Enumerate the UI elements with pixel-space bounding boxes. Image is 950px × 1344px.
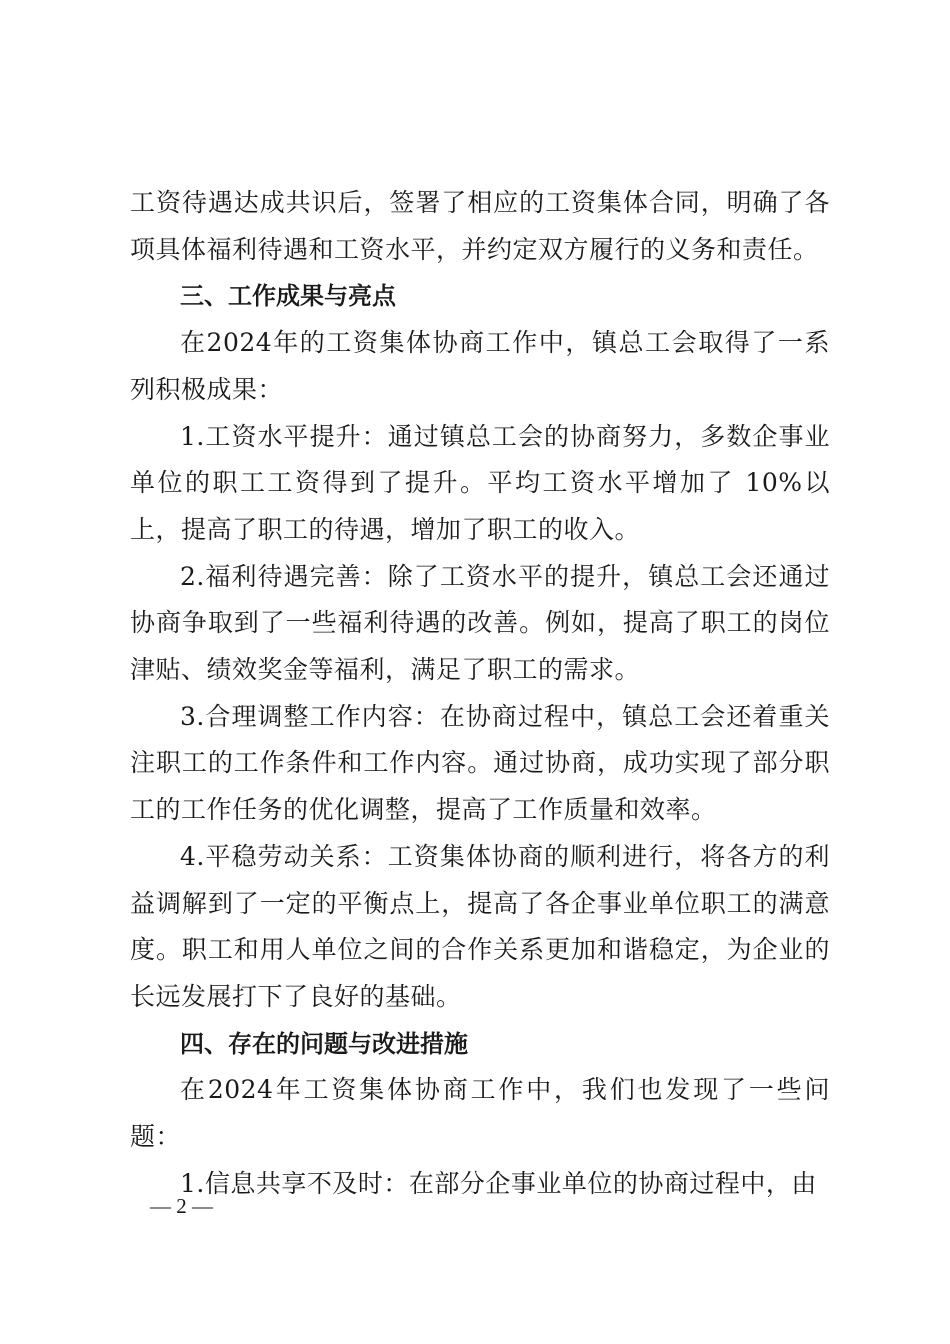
page-number: — 2 —	[150, 1194, 213, 1218]
paragraph-agreement: 工资待遇达成共识后，签署了相应的工资集体合同，明确了各项具体福利待遇和工资水平，并约定双方履行的义务和责任。	[130, 188, 830, 264]
section-heading-problems: 四、存在的问题与改进措施	[180, 1029, 468, 1058]
document-body	[130, 180, 830, 1207]
paragraph-work-adjustment: 3.合理调整工作内容：在协商过程中，镇总工会还着重关注职工的工作条件和工作内容。通过协商，成功实现了部分职工的工作任务的优化调整，提高了工作质量和效率。	[130, 701, 830, 825]
section-heading-results: 三、工作成果与亮点	[180, 282, 396, 311]
paragraph-welfare: 2.福利待遇完善：除了工资水平的提升，镇总工会还通过协商争取到了一些福利待遇的改善。例如，提高了职工的岗位津贴、绩效奖金等福利，满足了职工的需求。	[130, 561, 830, 685]
paragraph-problems-intro: 在2024年工资集体协商工作中，我们也发现了一些问题：	[130, 1075, 830, 1152]
paragraph-wage-increase: 1.工资水平提升：通过镇总工会的协商努力，多数企事业单位的职工工资得到了提升。平均工资水平增加了 10%以上，提高了职工的待遇，增加了职工的收入。	[130, 421, 830, 544]
paragraph-labor-relations: 4.平稳劳动关系：工资集体协商的顺利进行，将各方的利益调解到了一定的平衡点上，提高了各企事业单位职工的满意度。职工和用人单位之间的合作关系更加和谐稳定，为企业的长远发展打下了良好的基础。	[130, 841, 830, 1011]
paragraph-info-sharing: 1.信息共享不及时：在部分企事业单位的协商过程中，由	[180, 1168, 817, 1198]
paragraph-results-intro: 在2024年的工资集体协商工作中，镇总工会取得了一系列积极成果：	[130, 328, 830, 404]
